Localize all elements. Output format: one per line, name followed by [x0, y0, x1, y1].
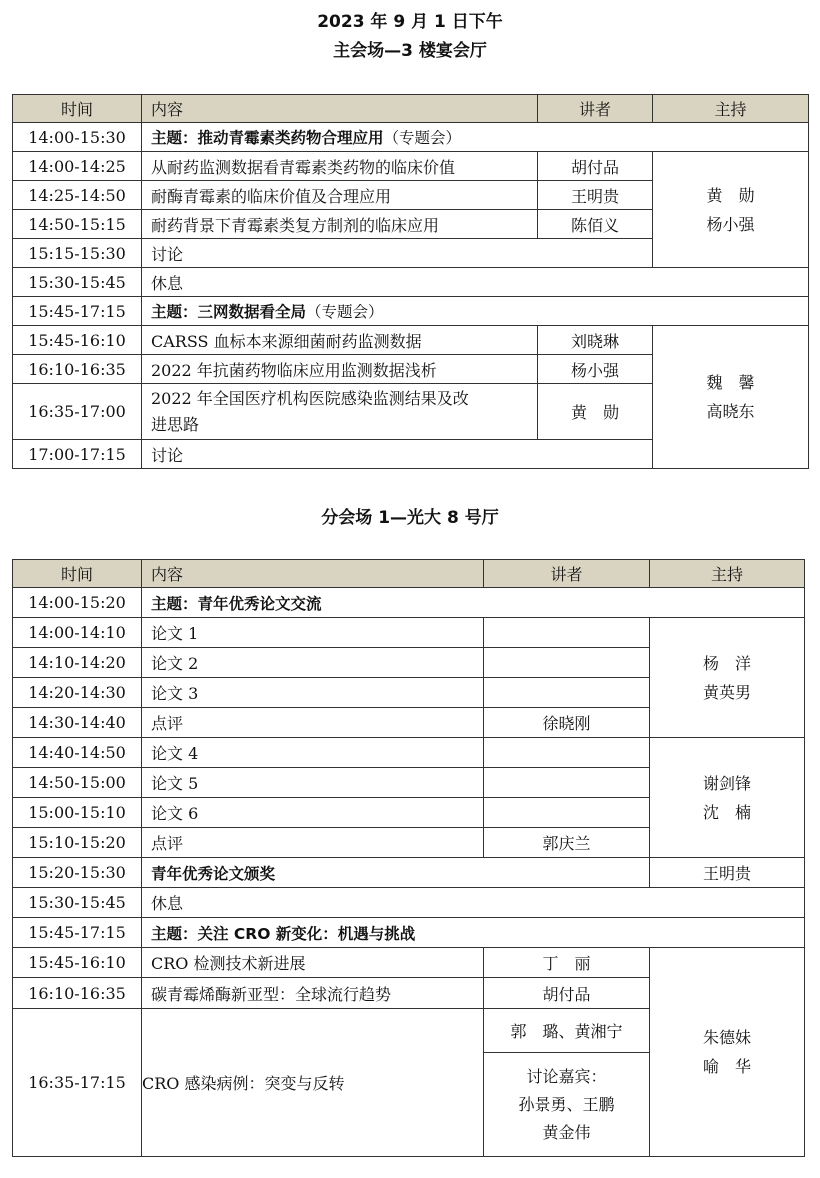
speaker-cell: 刘晓琳 — [538, 326, 653, 355]
time-cell: 15:45-16:10 — [13, 326, 142, 355]
content-cell: 2022 年全国医疗机构医院感染监测结果及改 进思路 — [142, 384, 538, 440]
content-cell: 论文 2 — [142, 648, 484, 678]
content-cell: 2022 年抗菌药物临床应用监测数据浅析 — [142, 355, 538, 384]
time-cell: 16:10-16:35 — [13, 355, 142, 384]
content-cell: 从耐药监测数据看青霉素类药物的临床价值 — [142, 152, 538, 181]
content-cell: 休息 — [142, 268, 809, 297]
time-cell: 15:45-16:10 — [13, 948, 142, 978]
col-header-time: 时间 — [13, 95, 142, 123]
award-title: 青年优秀论文颁奖 — [142, 858, 650, 888]
col-header-speaker: 讲者 — [538, 95, 653, 123]
time-cell: 14:25-14:50 — [13, 181, 142, 210]
speaker-cell — [484, 618, 650, 648]
content-cell: 耐酶青霉素的临床价值及合理应用 — [142, 181, 538, 210]
col-header-content: 内容 — [142, 95, 538, 123]
table-row — [13, 948, 805, 978]
col-header-content: 内容 — [142, 560, 484, 588]
col-header-time: 时间 — [13, 560, 142, 588]
topic-row — [13, 918, 805, 948]
content-cell: 耐药背景下青霉素类复方制剂的临床应用 — [142, 210, 538, 239]
sub-venue-schedule-table — [12, 559, 805, 1157]
speaker-cell — [484, 738, 650, 768]
topic-title: 主题：推动青霉素类药物合理应用（专题会） — [142, 123, 809, 152]
time-cell: 14:50-15:15 — [13, 210, 142, 239]
host-name: 杨小强 — [706, 214, 755, 234]
time-cell: 16:10-16:35 — [13, 978, 142, 1009]
discussants-cell — [484, 1053, 650, 1157]
time-cell: 15:45-17:15 — [13, 297, 142, 326]
time-cell: 14:00-14:25 — [13, 152, 142, 181]
discussants-names: 黄金伟 — [542, 1122, 591, 1142]
speaker-cell: 胡付品 — [484, 978, 650, 1009]
table-row — [13, 618, 805, 648]
discussants-label: 讨论嘉宾： — [526, 1066, 607, 1086]
speaker-cell — [484, 768, 650, 798]
speaker-cell: 杨小强 — [538, 355, 653, 384]
topic-title: 主题：青年优秀论文交流 — [142, 588, 805, 618]
speaker-cell — [484, 798, 650, 828]
content-cell: 论文 3 — [142, 678, 484, 708]
speaker-cell: 黄 勋 — [538, 384, 653, 440]
time-cell: 16:35-17:00 — [13, 384, 142, 440]
time-cell: 15:30-15:45 — [13, 268, 142, 297]
table-header-row — [13, 560, 805, 588]
content-cell: 讨论 — [142, 440, 653, 469]
speaker-cell: 徐晓刚 — [484, 708, 650, 738]
topic-title: 主题：关注 CRO 新变化：机遇与挑战 — [142, 918, 805, 948]
break-row — [13, 888, 805, 918]
topic-row — [13, 297, 809, 326]
speaker-cell: 胡付品 — [538, 152, 653, 181]
break-row — [13, 268, 809, 297]
host-name: 高晓东 — [706, 402, 755, 421]
host-cell — [650, 948, 805, 1157]
host-cell — [653, 152, 809, 268]
time-cell: 14:00-15:20 — [13, 588, 142, 618]
host-name: 沈 楠 — [702, 802, 751, 822]
content-cell: 讨论 — [142, 239, 653, 268]
time-cell: 14:40-14:50 — [13, 738, 142, 768]
time-cell: 15:10-15:20 — [13, 828, 142, 858]
host-name: 谢剑锋 — [702, 773, 751, 793]
date-heading: 2023 年 9 月 1 日下午 — [317, 12, 503, 32]
topic-row — [13, 123, 809, 152]
host-cell: 王明贵 — [650, 858, 805, 888]
col-header-host: 主持 — [653, 95, 809, 123]
content-cell: 点评 — [142, 828, 484, 858]
topic-title: 主题：三网数据看全局（专题会） — [142, 297, 809, 326]
award-row — [13, 858, 805, 888]
speaker-cell — [484, 648, 650, 678]
time-cell: 15:00-15:10 — [13, 798, 142, 828]
col-header-speaker: 讲者 — [484, 560, 650, 588]
time-cell: 14:30-14:40 — [13, 708, 142, 738]
host-name: 朱德妹 — [702, 1028, 751, 1047]
host-name: 黄英男 — [702, 682, 751, 702]
main-venue-heading: 主会场—3 楼宴会厅 — [333, 41, 487, 61]
speaker-cell: 丁 丽 — [484, 948, 650, 978]
sub-venue-heading: 分会场 1—光大 8 号厅 — [321, 508, 499, 528]
time-cell: 15:45-17:15 — [13, 918, 142, 948]
table-row — [13, 738, 805, 768]
discussants-names: 孙景勇、王鹏 — [518, 1094, 615, 1114]
content-cell: CRO 感染病例：突变与反转 — [142, 1009, 484, 1157]
time-cell: 14:10-14:20 — [13, 648, 142, 678]
content-cell: CARSS 血标本来源细菌耐药监测数据 — [142, 326, 538, 355]
host-cell — [653, 326, 809, 469]
host-name: 黄 勋 — [706, 185, 755, 205]
content-cell: 论文 5 — [142, 768, 484, 798]
main-venue-schedule-table — [12, 94, 809, 469]
time-cell: 15:30-15:45 — [13, 888, 142, 918]
time-cell: 17:00-17:15 — [13, 440, 142, 469]
content-cell: 论文 4 — [142, 738, 484, 768]
col-header-host: 主持 — [650, 560, 805, 588]
time-cell: 15:15-15:30 — [13, 239, 142, 268]
host-cell — [650, 738, 805, 858]
time-cell: 14:50-15:00 — [13, 768, 142, 798]
time-cell: 16:35-17:15 — [13, 1009, 142, 1157]
time-cell: 14:00-14:10 — [13, 618, 142, 648]
time-cell: 14:20-14:30 — [13, 678, 142, 708]
time-cell: 15:20-15:30 — [13, 858, 142, 888]
content-cell: 论文 1 — [142, 618, 484, 648]
time-cell: 14:00-15:30 — [13, 123, 142, 152]
speaker-cell — [484, 678, 650, 708]
content-cell: CRO 检测技术新进展 — [142, 948, 484, 978]
host-name: 魏 馨 — [706, 373, 755, 392]
table-row — [13, 152, 809, 181]
table-row — [13, 326, 809, 355]
content-cell: 点评 — [142, 708, 484, 738]
speaker-cell: 陈佰义 — [538, 210, 653, 239]
host-name: 喻 华 — [702, 1057, 751, 1076]
speaker-cell: 王明贵 — [538, 181, 653, 210]
content-cell: 论文 6 — [142, 798, 484, 828]
topic-row — [13, 588, 805, 618]
host-name: 杨 洋 — [702, 653, 751, 673]
speaker-cell: 郭 璐、黄湘宁 — [484, 1009, 650, 1053]
content-cell: 碳青霉烯酶新亚型：全球流行趋势 — [142, 978, 484, 1009]
speaker-cell: 郭庆兰 — [484, 828, 650, 858]
host-cell — [650, 618, 805, 738]
content-cell: 休息 — [142, 888, 805, 918]
table-header-row — [13, 95, 809, 123]
